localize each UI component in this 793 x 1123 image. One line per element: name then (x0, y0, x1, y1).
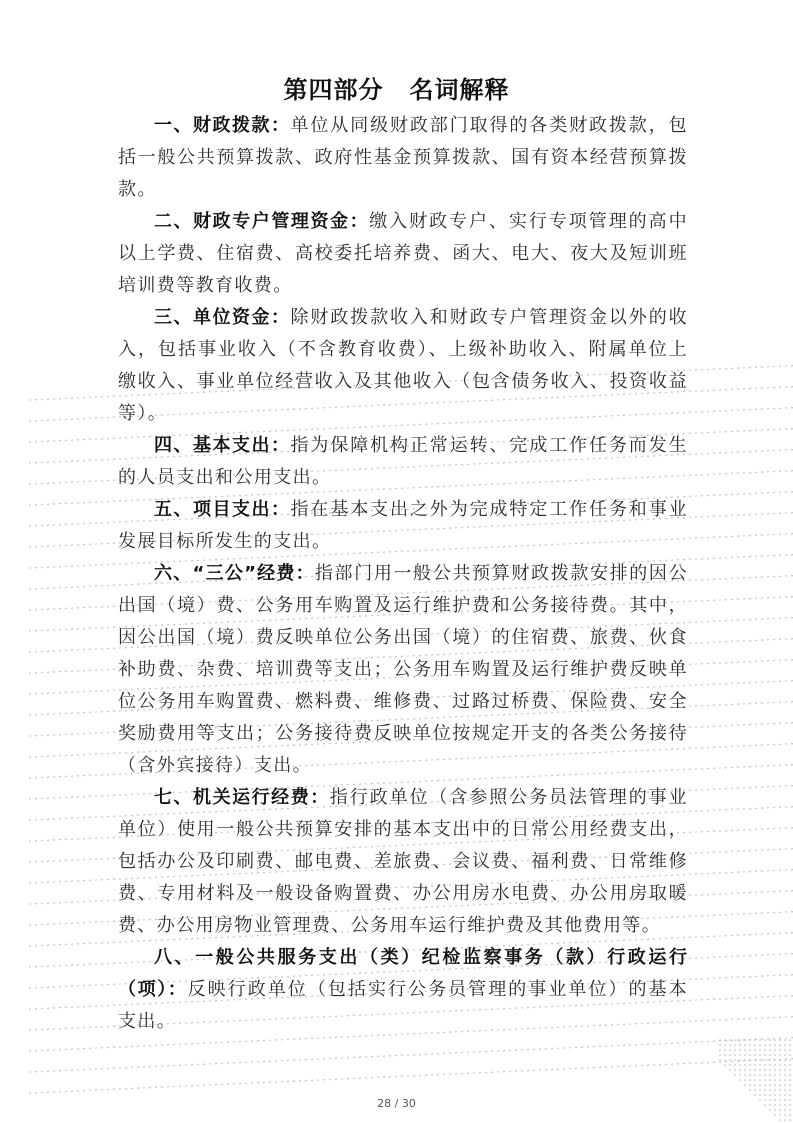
definition-text: 单位从同级财政部门取得的各类财政拨款，包括一般公共预算拨款、政府性基金预算拨款、国有资本经营预算拨款。 (118, 115, 688, 200)
definition-term: 八、一般公共服务支出（类）纪检监察事务（款）行政运行（项）： (118, 947, 688, 1000)
definition-term: 五、项目支出： (154, 499, 291, 520)
definition-term: 七、机关运行经费： (154, 787, 330, 808)
definition-text: 缴入财政专户、实行专项管理的高中以上学费、住宿费、高校委托培养费、函大、电大、夜大及短训班培训费等教育收费。 (118, 211, 689, 296)
page-title (0, 70, 793, 105)
definitions-list (118, 110, 688, 1038)
definition-item (118, 110, 688, 206)
definition-item (118, 206, 688, 302)
definition-item (118, 430, 688, 494)
definition-text: 除财政拨款收入和财政专户管理资金以外的收入，包括事业收入（不含教育收费）、上级补助收入、附属单位上缴收入、事业单位经营收入及其他收入（包含债务收入、投资收益等）。 (118, 307, 688, 424)
title-name: 名词解释 (409, 75, 510, 104)
title-part: 第四部分 (283, 75, 384, 104)
definition-term: 三、单位资金： (154, 307, 291, 328)
page-number: 28 / 30 (377, 1097, 416, 1110)
definition-text: 指在基本支出之外为完成特定工作任务和事业发展目标所发生的支出。 (118, 499, 688, 552)
definition-item (118, 494, 688, 558)
definition-text: 指行政单位（含参照公务员法管理的事业单位）使用一般公共预算安排的基本支出中的日常公用经费支出，包括办公及印刷费、邮电费、差旅费、会议费、福利费、日常维修费、专用材料及一般设备购置费、办公用房水电费、办公用房取暖费、办公用房物业管理费、公务用车运行维护费及其他费用等。 (118, 787, 689, 936)
definition-item (118, 558, 688, 782)
definition-term: 一、财政拨款： (154, 115, 291, 136)
definition-term: 二、财政专户管理资金： (154, 211, 370, 232)
definition-term: 六、“三公”经费： (154, 563, 315, 584)
definition-text: 指部门用一般公共预算财政拨款安排的因公出国（境）费、公务用车购置及运行维护费和公务接待费。其中，因公出国（境）费反映单位公务出国（境）的住宿费、旅费、伙食补助费、杂费、培训费等支出；公务用车购置及运行维护费反映单位公务用车购置费、燃料费、维修费、过路过桥费、保险费、安全奖励费用等支出；公务接待费反映单位按规定开支的各类公务接待（含外宾接待）支出。 (118, 563, 688, 776)
definition-item (118, 942, 688, 1038)
definition-text: 反映行政单位（包括实行公务员管理的事业单位）的基本支出。 (118, 979, 689, 1032)
definition-item (118, 782, 688, 942)
definition-item (118, 302, 688, 430)
definition-text: 指为保障机构正常运转、完成工作任务而发生的人员支出和公用支出。 (118, 435, 688, 488)
definition-term: 四、基本支出： (154, 435, 291, 456)
